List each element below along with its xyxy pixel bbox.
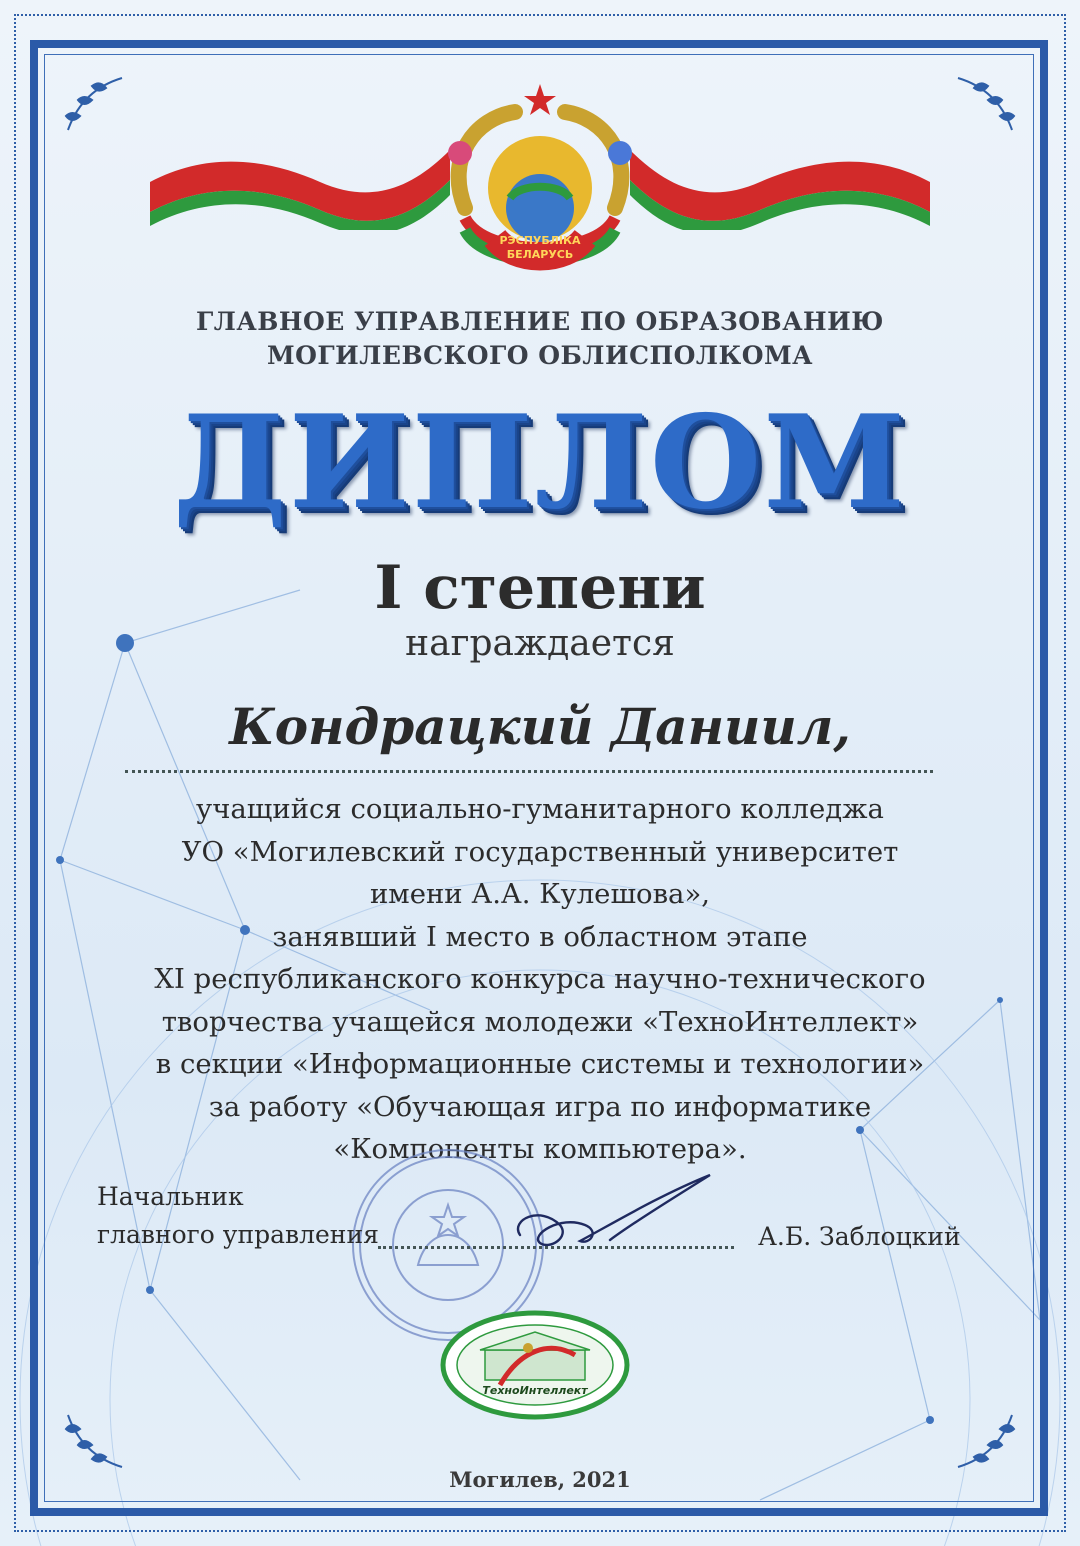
handwritten-signature: [490, 1165, 720, 1265]
emblem-ribbon-line1: РЭСПУБЛІКА: [499, 234, 581, 247]
description-line: «Компоненты компьютера».: [333, 1133, 747, 1165]
description-line: УО «Могилевский государственный университет: [181, 835, 899, 868]
place-and-year: Могилев, 2021: [449, 1467, 631, 1492]
organization-line1: ГЛАВНОЕ УПРАВЛЕНИЕ ПО ОБРАЗОВАНИЮ: [196, 307, 884, 336]
description-line: имени А.А. Кулешова»,: [369, 878, 711, 910]
corner-ornament-bottom-left: [62, 1405, 132, 1475]
award-description: [0, 788, 1080, 1171]
description-line: занявший I место в областном этапе: [272, 920, 808, 953]
signatory-role-line2: главного управления: [97, 1220, 379, 1249]
corner-ornament-top-right: [948, 70, 1018, 140]
awarded-label: награждается: [405, 623, 675, 664]
emblem-ribbon-line2: БЕЛАРУСЬ: [506, 248, 574, 261]
flag-ribbon-right: [620, 120, 930, 230]
corner-ornament-top-left: [62, 70, 132, 140]
signatory-role: [97, 1178, 379, 1254]
recipient-dotted-line: [125, 770, 933, 773]
description-line: в секции «Информационные системы и технологии»: [155, 1048, 925, 1080]
description-line: творчества учащейся молодежи «ТехноИнтеллект»: [161, 1005, 919, 1038]
technointellect-logo: [440, 1310, 630, 1420]
diploma-degree: I степени: [374, 553, 706, 623]
corner-ornament-bottom-right: [948, 1405, 1018, 1475]
diploma-title: ДИПЛОМ: [173, 388, 907, 538]
signatory-role-line1: Начальник: [97, 1182, 244, 1211]
organization-header: [0, 305, 1080, 373]
description-line: за работу «Обучающая игра по информатике: [208, 1090, 872, 1123]
flag-ribbon-left: [150, 120, 460, 230]
red-star-icon: [524, 84, 556, 115]
description-line: учащийся социально-гуманитарного колледжа: [196, 793, 884, 825]
signatory-name: А.Б. Заблоцкий: [758, 1222, 961, 1251]
recipient-name: Кондрацкий Даниил,: [229, 697, 851, 756]
logo-text: ТехноИнтеллект: [482, 1384, 588, 1397]
state-emblem: [425, 78, 655, 288]
description-line: XI республиканского конкурса научно-технического: [154, 963, 926, 995]
organization-line2: МОГИЛЕВСКОГО ОБЛИСПОЛКОМА: [266, 341, 814, 370]
